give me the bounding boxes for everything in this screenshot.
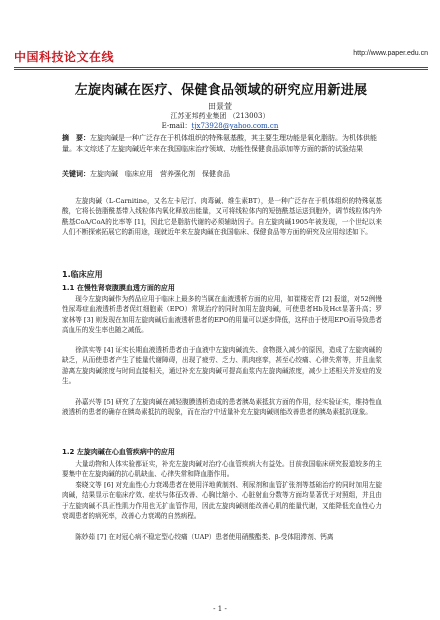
paragraph-1-2c: 陈妙茹 [7] 在对冠心病不稳定型心绞痛（UAP）患者使用硝酸酯类、β-受体阻滞剂、钙离: [75, 533, 334, 541]
journal-header: [14, 47, 428, 65]
intro-paragraph: 左旋肉碱（L-Carnitine，又名左卡尼汀、肉毒碱、维生素BT），是一种广泛存在于机体组织的特殊氨基酸，它将长链脂酰基带入线粒体内氧化释放出能量，又可将线粒体内的短链酰基运送到胞外，调节线粒体内外酰基CoA/CoA的比率等 [1]，因此它是脂肪代谢的必须辅助因子。自左旋肉碱1905年被发现，一个世纪以来人们不断探索拓展它的新用途，现就近年来左旋肉碱在我国临床、保健食品等方面的研究及应用综述如下。: [62, 197, 382, 236]
keywords-text: 左旋肉碱 临床应用 营养强化剂 保健食品: [90, 170, 230, 178]
header-rule: [14, 67, 428, 68]
journal-logo: [14, 47, 114, 65]
paragraph-1-1b: 徐洪实等 [4] 证实长期血液透析患者由于血液中左旋肉碱流失、食物摄入减少的原因，造成了左旋肉碱的缺乏，从而使患者产生了能量代谢障碍，出现了疲劳、乏力、肌肉痉挛，甚至心绞痛、心律失常等，并且血浆游离左旋肉碱浓度与时间直接相关，通过补充左旋肉碱可提高血浆内左旋肉碱浓度，减少上述相关并发症的发生。: [62, 346, 382, 385]
email-label: E-mail：: [161, 122, 192, 130]
paragraph-1-2b: 秦晓文等 [6] 对充血性心力衰竭患者在使用洋地黄制剂、利尿剂和血管扩张剂等基础治疗的同时加用左旋肉碱，结果显示在临床疗效、症状与体征改善、心胸比缩小、心脏射血分数等方面均显著优于对照组，并且由于左旋肉碱不具正性肌力作用也无扩血管作用，因此左旋肉碱则能改善心肌的能量代谢，又能降低充血性心力衰竭患者的病死率，改善心力衰竭的自然病程。: [62, 481, 382, 520]
abstract-text: 左旋肉碱是一种广泛存在于机体组织的特殊氨基酸，其主要生理功能是氧化脂肪。为机体供能量。本文综述了左旋肉碱近年来在我国临床治疗领域、功能性保健食品添加等方面的新的试验结果: [62, 134, 377, 153]
subsection-heading-1-1: 1.1 在慢性肾衰腹膜血透方面的应用: [62, 284, 175, 292]
email-link[interactable]: tjx73928@yahoo.com.cn: [191, 122, 279, 130]
keywords: [62, 169, 382, 179]
keywords-label: 关键词：: [62, 170, 90, 178]
logo-zh-text: 中国: [14, 49, 40, 64]
paragraph-1-1c: 孙嘉兴等 [5] 研究了左旋肉碱在减轻腹膜透析造成的患者胰岛素抵抗方面的作用，经实验证实，维持性血液透析的患者的确存在胰岛素抵抗的现象，而在治疗中适量补充左旋肉碱则能改善患者的胰岛素抵抗现象。: [62, 398, 382, 417]
subsection-heading-1-2: 1.2 左旋肉碱在心血管疾病中的应用: [62, 448, 175, 456]
paper-title: 左旋肉碱在医疗、保健食品领域的研究应用新进展: [74, 83, 368, 98]
logo-rest-text: 科技论文在线: [39, 49, 115, 64]
paragraph-1-2a: 大量动物和人体实验都证实，补充左旋肉碱对治疗心血管疾病大有益处。目前我国临床研究报道较多的主要集中在左旋肉碱的抗心肌缺血、心律失常和降血脂作用。: [62, 460, 382, 479]
header-rule-thin: [14, 69, 428, 70]
abstract-label: 摘 要：: [62, 134, 90, 142]
watermark: [13, 141, 31, 164]
author-affiliation: 江苏亚邦药业集团 （213003）: [170, 112, 270, 120]
author-email-line: [0, 121, 440, 131]
section-heading-1: 1.临床应用: [62, 270, 103, 279]
journal-url[interactable]: http://www.paper.edu.cn: [353, 50, 428, 57]
paragraph-1-1a: 现今左旋肉碱作为药品应用于临床上最多的当属在血液透析方面的应用，如崔楼宏青 [2] 报道，对52例慢性尿毒症血液透析患者促红细胞素（EPO）常规治疗的同时加用左旋肉碱，可使患者Hb及Hct显著升高；罗家林等 [3] 则发现在加用左旋肉碱后血液透析患者的EPO的用量可以逐步降低，这样由于使用EPO而导致患者高血压的发生率也随之减低。: [62, 295, 382, 334]
page-number: - 1 -: [213, 605, 227, 613]
author-name: 田景萱: [208, 102, 232, 111]
abstract: [62, 133, 382, 154]
